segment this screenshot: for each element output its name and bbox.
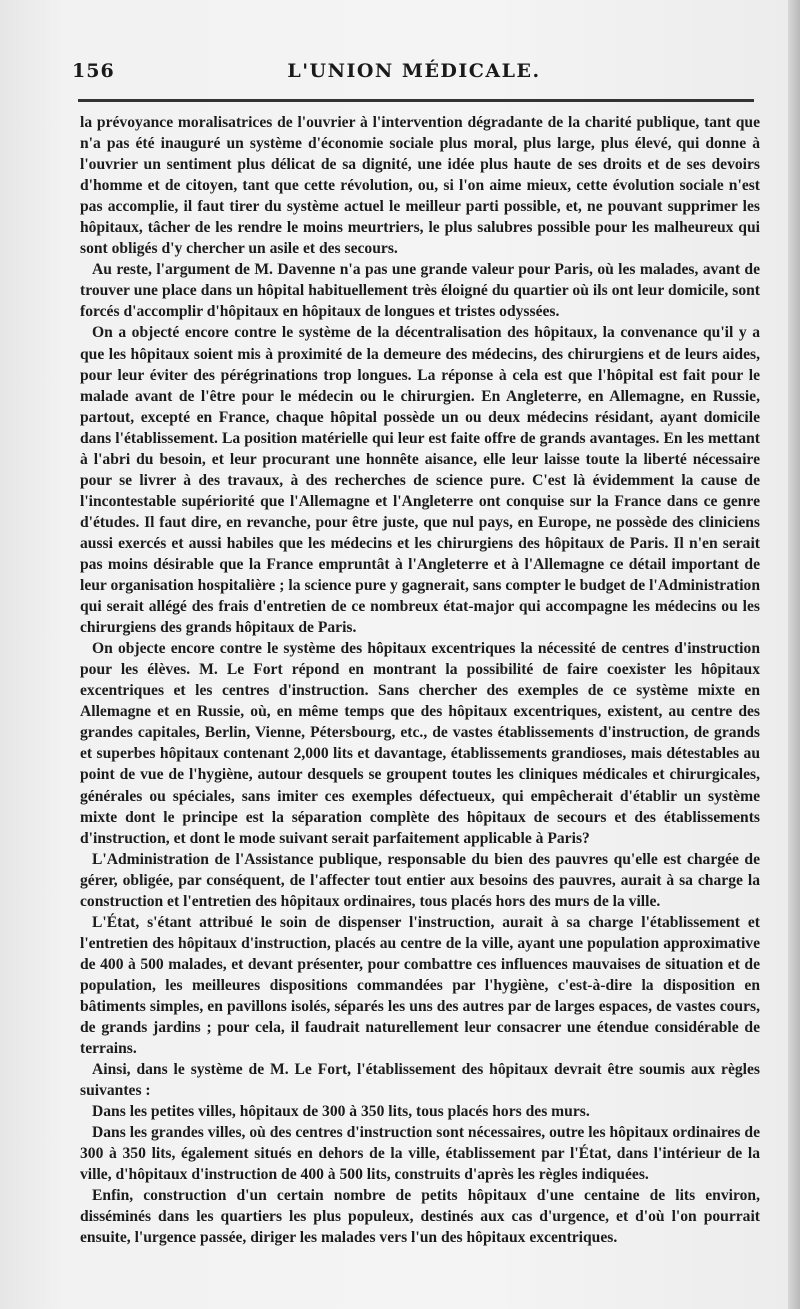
paragraph: Enfin, construction d'un certain nombre de petits hôpitaux d'une centaine de lits environ, disséminés dans les quartiers les plus populeux, destinés aux cas d'urgence, et d'où l'on pourrait ensuite, l'urgence passée, diriger les malades vers l'un des hôpitaux excentriques. xyxy=(80,1187,760,1247)
paragraph: On a objecté encore contre le système de la décentralisation des hôpitaux, la convenance qu'il y a que les hôpitaux soient mis à proximité de la demeure des médecins, des chirurgiens et de leurs aides, pour leur éviter des pérégrinations trop longues. La réponse à cela est que l'hôpital est fait pour le malade avant de l'être pour le médecin ou le chirurgien. En Angleterre, en Allemagne, en Russie, partout, excepté en France, chaque hôpital possède un ou deux médecins résidant, ayant domicile dans l'établissement. La position matérielle qui leur est faite offre de grands avantages. En les mettant à l'abri du besoin, et leur procurant une honnête aisance, elle leur laisse toute la liberté nécessaire pour se livrer à des travaux, à des recherches de science pure. C'est là évidemment la cause de l'incontestable supériorité que l'Allemagne et l'Angleterre ont conquise sur la France dans ce genre d'études. Il faut dire, en revanche, pour être juste, que nul pays, en Europe, ne possède des cliniciens aussi exercés et aussi habiles que les médecins et les chirurgiens des hôpitaux de Paris. Il n'en serait pas moins désirable que la France empruntât à l'Angleterre et à l'Allemagne ce détail important de leur organisation hospitalière ; la science pure y gagnerait, sans compter le budget de l'Administration qui serait allégé des frais d'entretien de ce nombreux état-major qui accompagne les médecins ou les chirurgiens des grands hôpitaux de Paris. xyxy=(80,324,760,637)
page-number: 156 xyxy=(72,60,115,82)
paragraph-continuation: la prévoyance moralisatrices de l'ouvrier à l'intervention dégradante de la charité publique, tant que n'a pas été inauguré un système d'économie sociale plus moral, plus large, plus élevé, qui donne à l'ouvrier un sentiment plus délicat de sa dignité, une idée plus haute de ses droits et de ses devoirs d'homme et de citoyen, tant que cette révolution, ou, si l'on aime mieux, cette évolution sociale n'est pas accomplie, il faut tirer du système actuel le meilleur parti possible, et, ne pouvant supprimer les hôpitaux, tâcher de les rendre le moins meurtriers, le plus salubres possible pour les malheureux qui sont obligés d'y chercher un asile et des secours. xyxy=(80,114,760,258)
page-edge-shadow xyxy=(788,0,800,1309)
header-rule xyxy=(78,99,754,102)
paragraph: Au reste, l'argument de M. Davenne n'a pas une grande valeur pour Paris, où les malades, avant de trouver une place dans un hôpital habituellement très éloigné du quartier où ils ont leur domicile, sont forcés d'accomplir d'hôpitaux en hôpitaux de longues et tristes odyssées. xyxy=(80,261,760,321)
paragraph: L'État, s'étant attribué le soin de dispenser l'instruction, aurait à sa charge l'établissement et l'entretien des hôpitaux d'instruction, placés au centre de la ville, ayant une population approximative de 400 à 500 malades, et devant présenter, pour combattre ces influences mauvaises de situation et de population, les meilleures dispositions commandées par l'hygiène, c'est-à-dire la disposition en bâtiments simples, en pavillons isolés, séparés les uns des autres par de larges espaces, de vastes cours, de grands jardins ; pour cela, il faudrait naturellement leur consacrer une étendue considérable de terrains. xyxy=(80,913,760,1058)
running-title: L'UNION MÉDICALE. xyxy=(287,60,541,82)
paragraph: Ainsi, dans le système de M. Le Fort, l'établissement des hôpitaux devrait être soumis aux règles suivantes : xyxy=(80,1061,760,1100)
paragraph: On objecte encore contre le système des hôpitaux excentriques la nécessité de centres d'instruction pour les élèves. M. Le Fort répond en montrant la possibilité de faire coexister les hôpitaux excentriques et les centres d'instruction. Sans chercher des exemples de ce système mixte en Allemagne et en Russie, où, en même temps que des hôpitaux excentriques, existent, au centre des grandes capitales, Berlin, Vienne, Pétersbourg, etc., de vastes établissements d'instruction, de grands et superbes hôpitaux contenant 2,000 lits et davantage, établissements grandioses, mais détestables au point de vue de l'hygiène, autour desquels se groupent toutes les cliniques médicales et chirurgicales, générales ou spéciales, sans imiter ces exemples défectueux, qui empêcherait d'établir un système mixte dont le principe est la séparation complète des hôpitaux de secours et des établissements d'instruction, et dont le mode suivant serait parfaitement applicable à Paris? xyxy=(80,640,760,847)
article-body xyxy=(80,112,760,1249)
paragraph: L'Administration de l'Assistance publique, responsable du bien des pauvres qu'elle est chargée de gérer, obligée, par conséquent, de l'affecter tout entier aux besoins des pauvres, aurait à sa charge la construction et l'entretien des hôpitaux ordinaires, tous placés hors des murs de la ville. xyxy=(80,850,760,910)
page-header xyxy=(72,60,756,94)
paragraph: Dans les grandes villes, où des centres d'instruction sont nécessaires, outre les hôpitaux ordinaires de 300 à 350 lits, également situés en dehors de la ville, établissement par l'État, dans l'intérieur de la ville, d'hôpitaux d'instruction de 400 à 500 lits, construits d'après les règles indiquées. xyxy=(80,1124,760,1184)
paragraph: Dans les petites villes, hôpitaux de 300 à 350 lits, tous placés hors des murs. xyxy=(92,1103,590,1121)
